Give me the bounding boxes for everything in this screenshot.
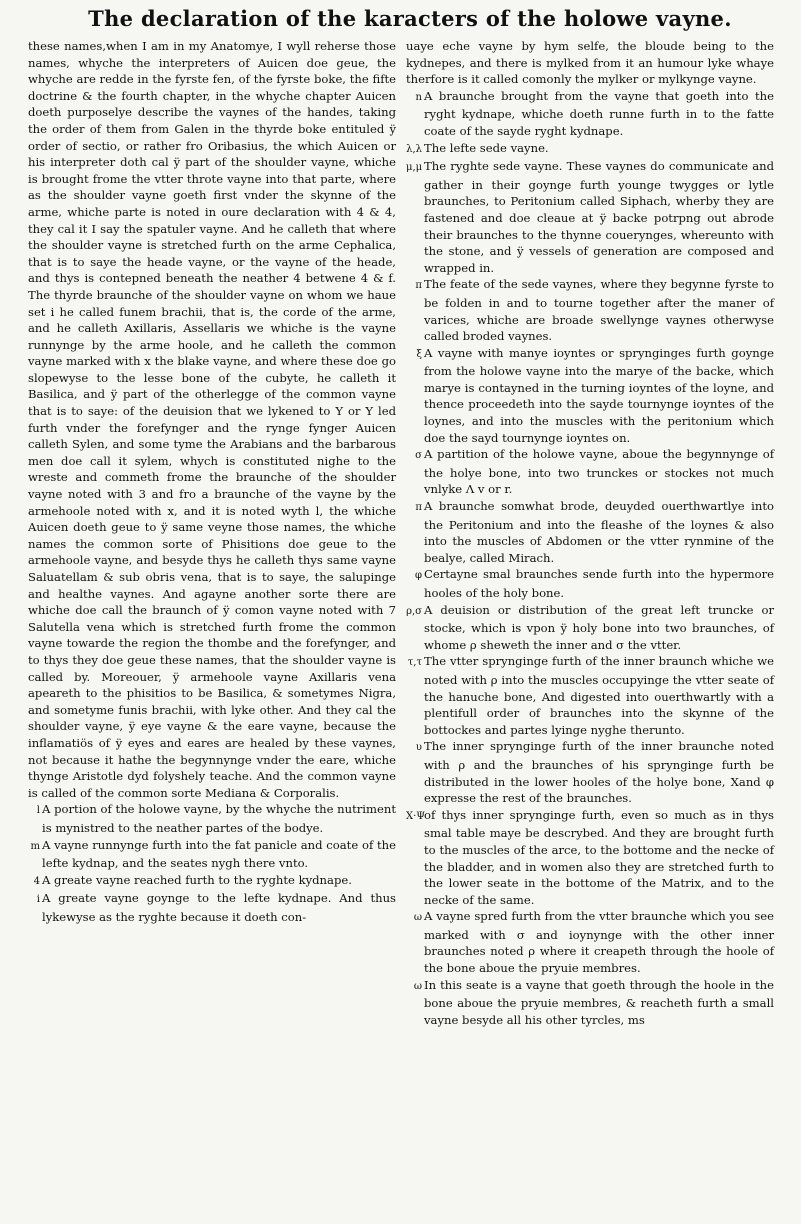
paragraph-text: these names,when I am in my Anatomye, I wyll reherse those names, whyche the interpreters of Auicen doe geue, the whyche are redde in the fyrste fen, of the fyrste boke, the fifte doctrine & the fourth chapter, in the whyche chapter Auicen doeth purposelye describe the vaynes of the handes, taking the order of them from Galen in the thyrde boke entituled ÿ order of sectio, or rather fro Oribasius, the which Auicen or his interpreter doth cal ÿ part of the shoulder vayne, whiche is brought frome the vtter throte vayne into that parte, where as the shoulder vayne goeth first vnder the skynne of the arme, whiche parte is noted in oure declaration with 4 & 4, they cal it I say the spatuler vayne. And he calleth that where the shoulder vayne is stretched furth on the arme Cephalica, that is to saye the heade vayne, or the vayne of the heade, and thys is contepned beneath the neather 4 betwene 4 & f. The thyrde braunche of the shoulder vayne on whom we haue set i he called funem brachii, that is, the corde of the arme, and he calleth Axillaris, Assellaris we whiche is the vayne runnynge by the arme hoole, and he calleth the common vayne marked with x the blake vayne, and where these doe go slopewyse to the lesse bone of the cubyte, he calleth it Basilica, and ÿ part of the otherlegge of the common vayne that is to saye: of the deuision that we lykened to Y or Y led furth vnder the forefynger and the rynge fynger Auicen calleth Sylen, and some tyme the Arabians and the barbarous men doe call it sylem, whych is constituted nighe to the wreste and commeth frome the braunche of the shoulder vayne noted with 3 and fro a braunche of the vayne by the armehoole noted with x, and it is noted wyth l, the whiche Auicen doeth geue to ÿ same veyne those names, the whiche names the common sorte of Phisitions doe geue to the armehoole vayne, and besyde thys he calleth thys same vayne Saluatellam & sub obris vena, that is to saye, the salupinge and healthe vaynes. And agayne another sorte there are whiche doe call the braunch of ÿ comon vayne noted with 7 Salutella vena which is stretched furth frome the common vayne towarde the region the thombe and the forefynger, and to thys they doe geue these names, that the shoulder vayne is called by. Moreouer, ÿ armehoole vayne Axillaris vena apeareth to the phisitios to be Basilica, & sometymes Nigra, and sometyme funis brachii, with lyke other. And they cal the shoulder vayne, ÿ eye vayne & the eare vayne, because the inflamatiös of ÿ eyes and eares are healed by these vaynes, not because it hathe the begynnynge vnder the eare, whiche thynge Aristotle dyd folyshely teache. And the common vayne is called of the common sorte Mediana & Corporalis. [28,39,396,800]
paragraph [406,345,774,447]
paragraph [406,498,774,566]
paragraph-marker: 4 [33,875,40,887]
paragraph [28,801,396,836]
paragraph-text: A vayne spred furth from the vtter braunche which you see marked with σ and ioynynge with the other inner braunches noted ρ where it creapeth through the hoole of the bone aboue the pryuie membres. [424,909,774,976]
paragraph-marker: π [415,502,422,514]
paragraph [28,38,396,801]
paragraph-text: In this seate is a vayne that goeth through the hoole in the bone aboue the pryuie membres, & reacheth furth a small vayne besyde all his other tyrcles, ms [424,977,774,1027]
paragraph-marker: l [36,805,40,817]
paragraph-marker: n [415,91,422,103]
paragraph-marker: X·Ψ [406,810,426,822]
paragraph-text: A braunche somwhat brode, deuyded ouerthwartlye into the Peritonium and into the fleashe of the loynes & also into the muscles of Abdomen or the vtter rynmine of the bealye, called Mirach. [424,499,774,565]
paragraph-marker: m [30,840,40,852]
paragraph [406,908,774,976]
paragraph-text: The lefte sede vayne. [424,140,549,155]
paragraph-text: The feate of the sede vaynes, where they begynne fyrste to be folden in and to tourne together after the maner of varices, whiche are broade swellynge vaynes otherwyse called broded vaynes. [424,277,774,344]
paragraph-text: A deuision or distribution of the great left truncke or stocke, which is vpon ÿ holy bone into two braunches, of whome ρ sheweth the inner and σ the vtter. [424,602,774,652]
paragraph-text: The inner sprynginge furth of the inner braunche noted with ρ and the braunches of his sprynginge furth be distributed in the lower hooles of the holye bone, Xand φ expresse the rest of the braunches. [424,739,774,806]
paragraph-marker: ξ [416,348,422,360]
paragraph-text: of thys inner sprynginge furth, even so much as in thys smal table maye be descrybed. And they are brought furth to the muscles of the arce, to the bottome and the necke of the bladder, and in women also they are stretched furth to the lower seate in the bottome of the Matrix, and to the necke of the same. [424,807,774,907]
paragraph-marker: μ,μ [406,162,423,174]
paragraph [28,890,396,925]
paragraph [28,872,396,891]
paragraph-text: The ryghte sede vayne. These vaynes do communicate and gather in their goynge furth younge twygges or lytle braunches, to Peritonium called Siphach, wherby they are fastened and doe cleaue at ÿ backe potrpng out abrode their braunches to the thynne couerynges, whereunto with the stone, and ÿ vessels of generation are composed and wrapped in. [424,159,774,275]
paragraph-text: A greate vayne goynge to the lefte kydnape. And thus lykewyse as the ryghte because it doeth con- [42,891,396,924]
paragraph-marker: ω [413,912,422,924]
paragraph [406,977,774,1029]
paragraph-marker: ρ,σ [406,605,422,617]
paragraph [406,140,774,159]
paragraph [406,446,774,498]
left-column [28,38,396,925]
paragraph [406,653,774,738]
paragraph [406,158,774,276]
paragraph [406,276,774,344]
paragraph [406,602,774,654]
paragraph-text: The vtter sprynginge furth of the inner braunch whiche we noted with ρ into the muscles occupyinge the vtter seate of the hanuche bone, And digested into ouerthwartly with a plentifull order of braunches into the skynne of the bottockes and partes lyinge nyghe therunto. [424,654,774,737]
paragraph-text: A greate vayne reached furth to the ryghte kydnape. [42,872,352,887]
paragraph [28,837,396,872]
paragraph-marker: i [36,894,40,906]
paragraph-marker: ω [413,980,422,992]
paragraph [406,566,774,601]
paragraph-marker: λ,λ [406,143,422,155]
paragraph [406,88,774,140]
paragraph-text: uaye eche vayne by hym selfe, the bloude being to the kydnepes, and there is mylked from it an humour lyke whaye therfore is it called comonly the mylker or mylkynge vayne. [406,39,774,87]
paragraph-text: A vayne with manye ioyntes or sprynginges furth goynge from the holowe vayne into the marye of the backe, which marye is contayned in the turning ioyntes of the loyne, and thence proceedeth into the sayde tournynge ioyntes of the loynes, and into the muscles with the peritonium which doe the sayd tournynge ioyntes on. [424,345,774,445]
paragraph [406,38,774,88]
paragraph-marker: τ,τ [407,657,422,669]
paragraph-marker: υ [415,742,422,754]
paragraph-text: A braunche brought from the vayne that goeth into the ryght kydnape, whiche doeth runne furth in to the fatte coate of the sayde ryght kydnape. [424,88,774,138]
paragraph [406,738,774,806]
paragraph-marker: φ [414,570,422,582]
paragraph-marker: σ [415,450,422,462]
running-head: The declaration of the karacters of the holowe vayne. [88,6,732,31]
paragraph-text: A portion of the holowe vayne, by the whyche the nutriment is mynistred to the neather partes of the bodye. [42,802,396,835]
paragraph-text: Certayne smal braunches sende furth into the hypermore hooles of the holy bone. [424,567,774,600]
paragraph-text: A partition of the holowe vayne, aboue the begynnynge of the holye bone, into two trunckes or stockes not much vnlyke Λ v or r. [424,447,774,497]
paragraph-text: A vayne runnynge furth into the fat panicle and coate of the lefte kydnap, and the seates nygh there vnto. [42,837,396,871]
right-column [406,38,774,1028]
paragraph [406,807,774,909]
paragraph-marker: π [415,280,422,292]
